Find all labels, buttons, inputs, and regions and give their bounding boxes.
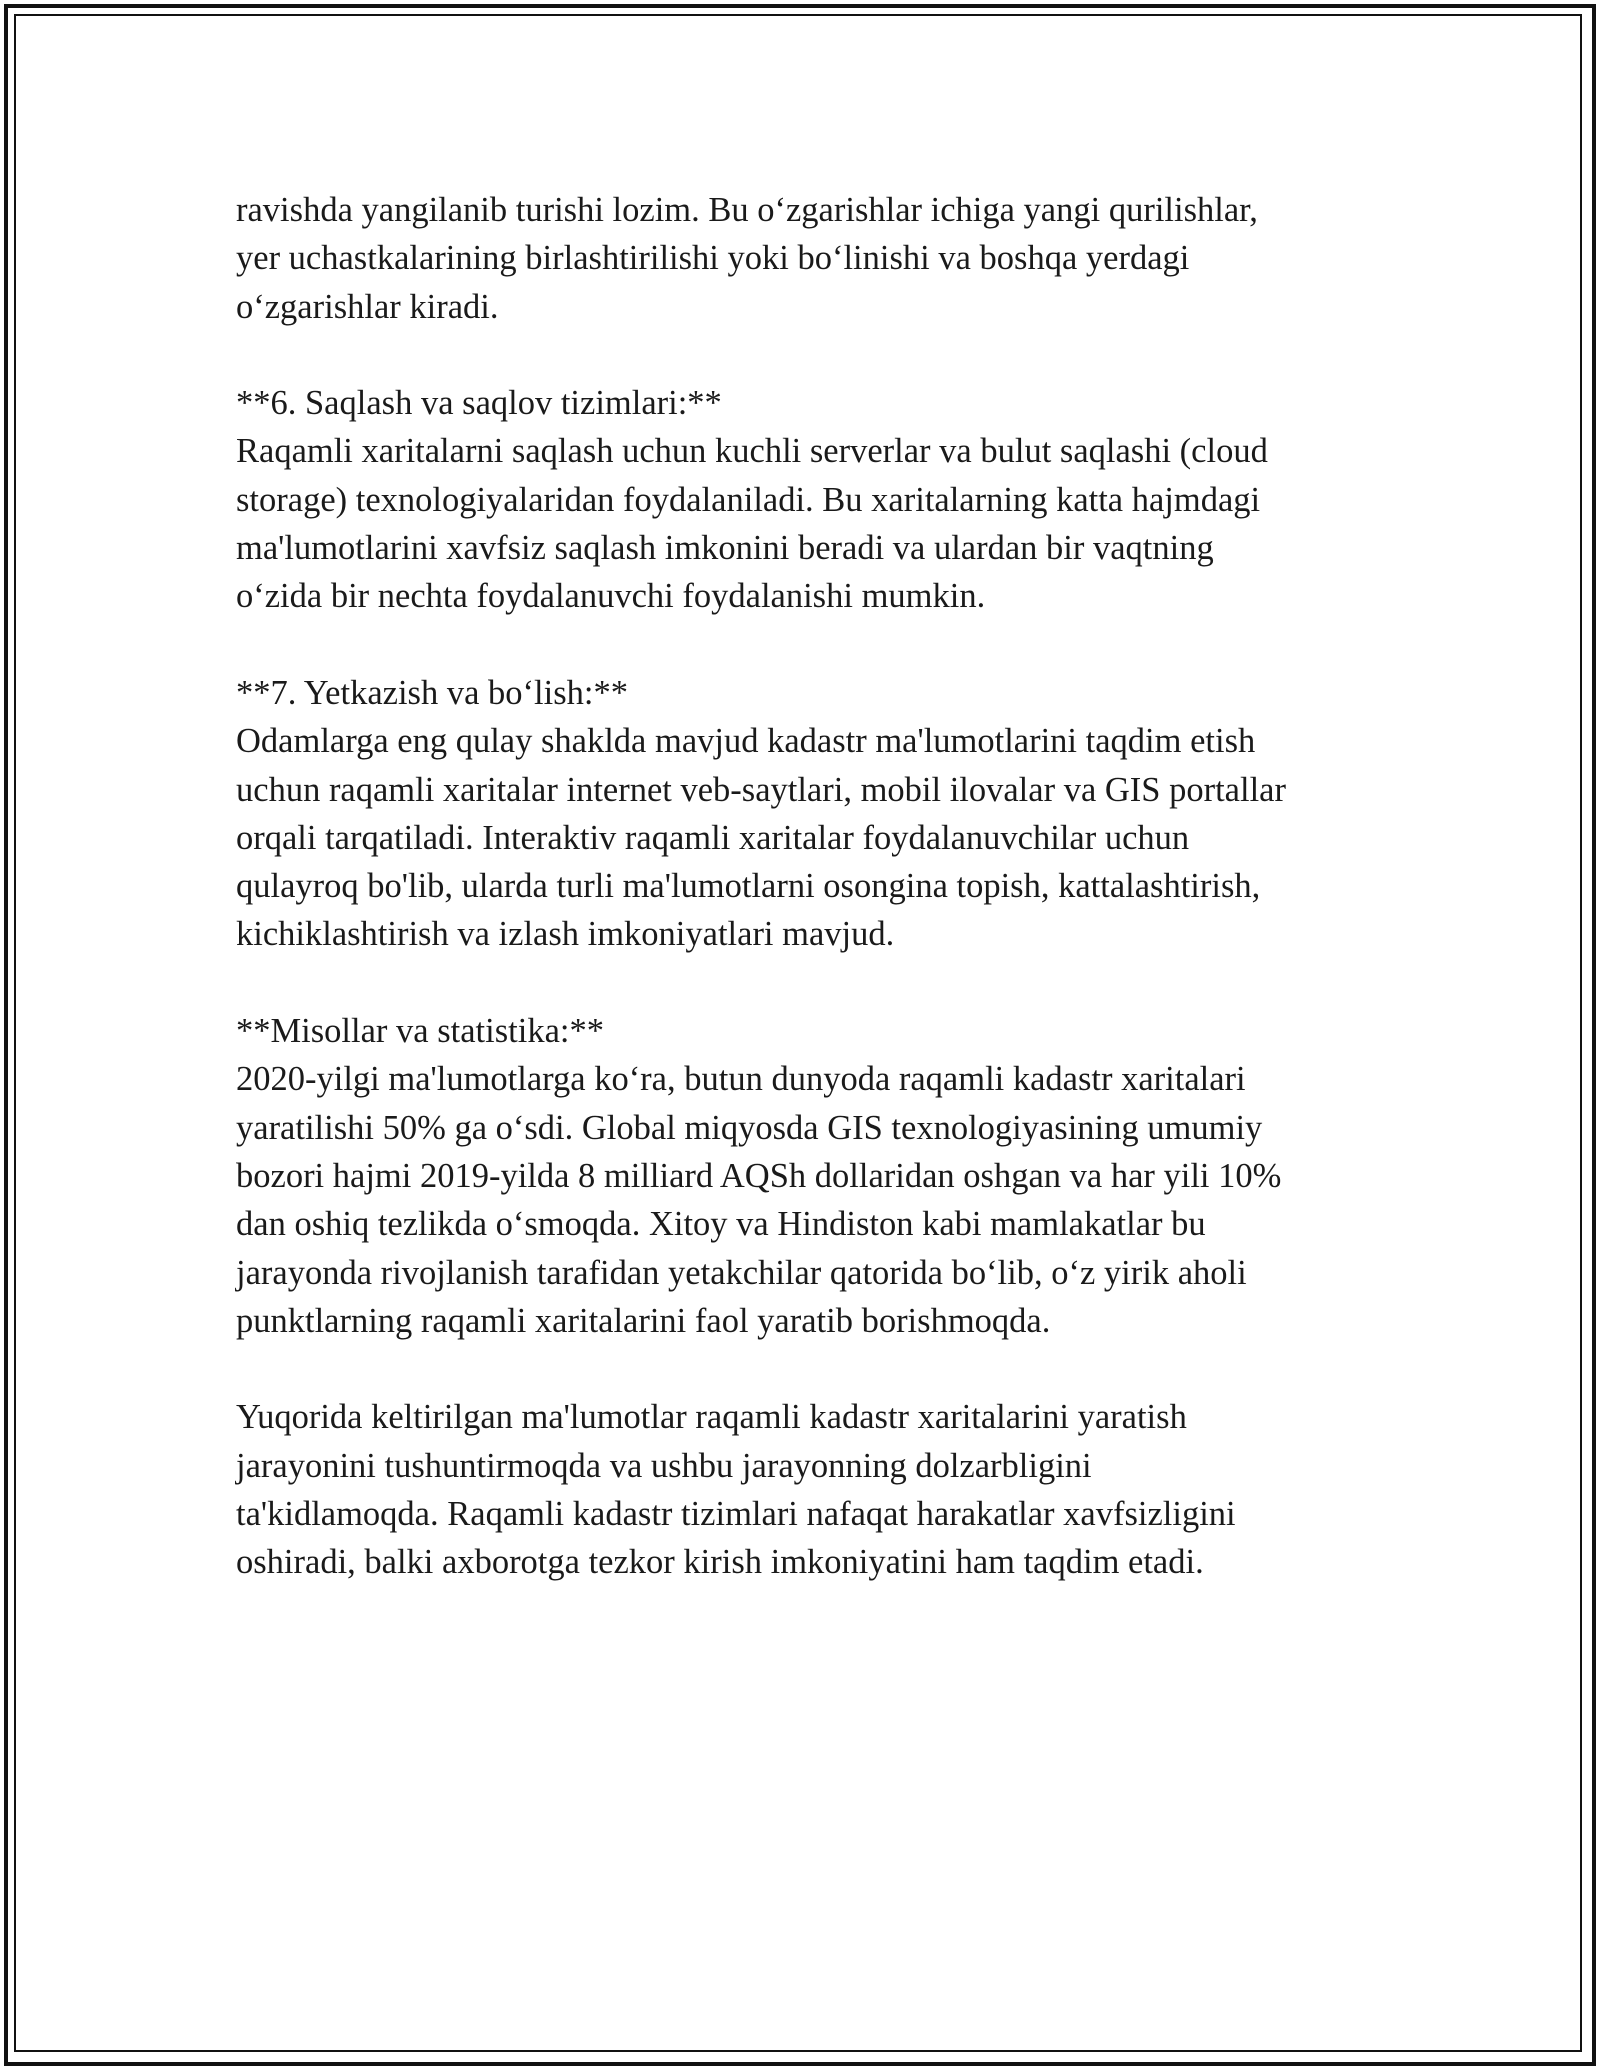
text-line: ma'lumotlarini xavfsiz saqlash imkonini beradi va ulardan bir vaqtning: [236, 529, 1214, 568]
text-line: jarayonini tushuntirmoqda va ushbu jarayonning dolzarbligini: [236, 1446, 1092, 1485]
document-body: [236, 186, 1366, 1635]
section-statistics: [236, 1007, 1366, 1345]
text-line: 2020-yilgi ma'lumotlarga ko‘ra, butun dunyoda raqamli kadastr xaritalari: [236, 1060, 1246, 1099]
text-line: o‘zida bir nechta foydalanuvchi foydalanishi mumkin.: [236, 577, 986, 616]
text-line: qulayroq bo'lib, ularda turli ma'lumotlarni osongina topish, kattalashtirish,: [236, 867, 1261, 906]
text-line: jarayonda rivojlanish tarafidan yetakchilar qatorida bo‘lib, o‘z yirik aholi: [236, 1253, 1247, 1292]
text-line: o‘zgarishlar kiradi.: [236, 287, 499, 326]
text-line: punktlarning raqamli xaritalarini faol yaratib borishmoqda.: [236, 1301, 1051, 1340]
text-line: dan oshiq tezlikda o‘smoqda. Xitoy va Hindiston kabi mamlakatlar bu: [236, 1205, 1206, 1244]
paragraph-conclusion: [236, 1393, 1366, 1586]
text-line: yer uchastkalarining birlashtirilishi yoki bo‘linishi va boshqa yerdagi: [236, 239, 1190, 278]
text-line: Odamlarga eng qulay shaklda mavjud kadastr ma'lumotlarini taqdim etish: [236, 722, 1256, 761]
text-line: uchun raqamli xaritalar internet veb-saytlari, mobil ilovalar va GIS portallar: [236, 770, 1286, 809]
section-heading: **Misollar va statistika:**: [236, 1012, 604, 1051]
text-line: ta'kidlamoqda. Raqamli kadastr tizimlari nafaqat harakatlar xavfsizligini: [236, 1495, 1236, 1534]
section-heading: **6. Saqlash va saqlov tizimlari:**: [236, 384, 722, 423]
text-line: yaratilishi 50% ga o‘sdi. Global miqyosda GIS texnologiyasining umumiy: [236, 1108, 1263, 1147]
text-line: storage) texnologiyalaridan foydalaniladi. Bu xaritalarning katta hajmdagi: [236, 480, 1261, 519]
text-line: kichiklashtirish va izlash imkoniyatlari mavjud.: [236, 915, 895, 954]
text-line: bozori hajmi 2019-yilda 8 milliard AQSh dollaridan oshgan va har yili 10%: [236, 1156, 1282, 1195]
text-line: Raqamli xaritalarni saqlash uchun kuchli serverlar va bulut saqlashi (cloud: [236, 432, 1268, 471]
section-delivery: [236, 669, 1366, 959]
text-line: orqali tarqatiladi. Interaktiv raqamli xaritalar foydalanuvchilar uchun: [236, 818, 1190, 857]
section-storage: [236, 379, 1366, 620]
text-line: oshiradi, balki axborotga tezkor kirish imkoniyatini ham taqdim etadi.: [236, 1543, 1204, 1582]
section-heading: **7. Yetkazish va bo‘lish:**: [236, 673, 628, 712]
text-line: Yuqorida keltirilgan ma'lumotlar raqamli kadastr xaritalarini yaratish: [236, 1398, 1187, 1437]
paragraph-intro: [236, 186, 1366, 331]
text-line: ravishda yangilanib turishi lozim. Bu o‘zgarishlar ichiga yangi qurilishlar,: [236, 191, 1258, 229]
